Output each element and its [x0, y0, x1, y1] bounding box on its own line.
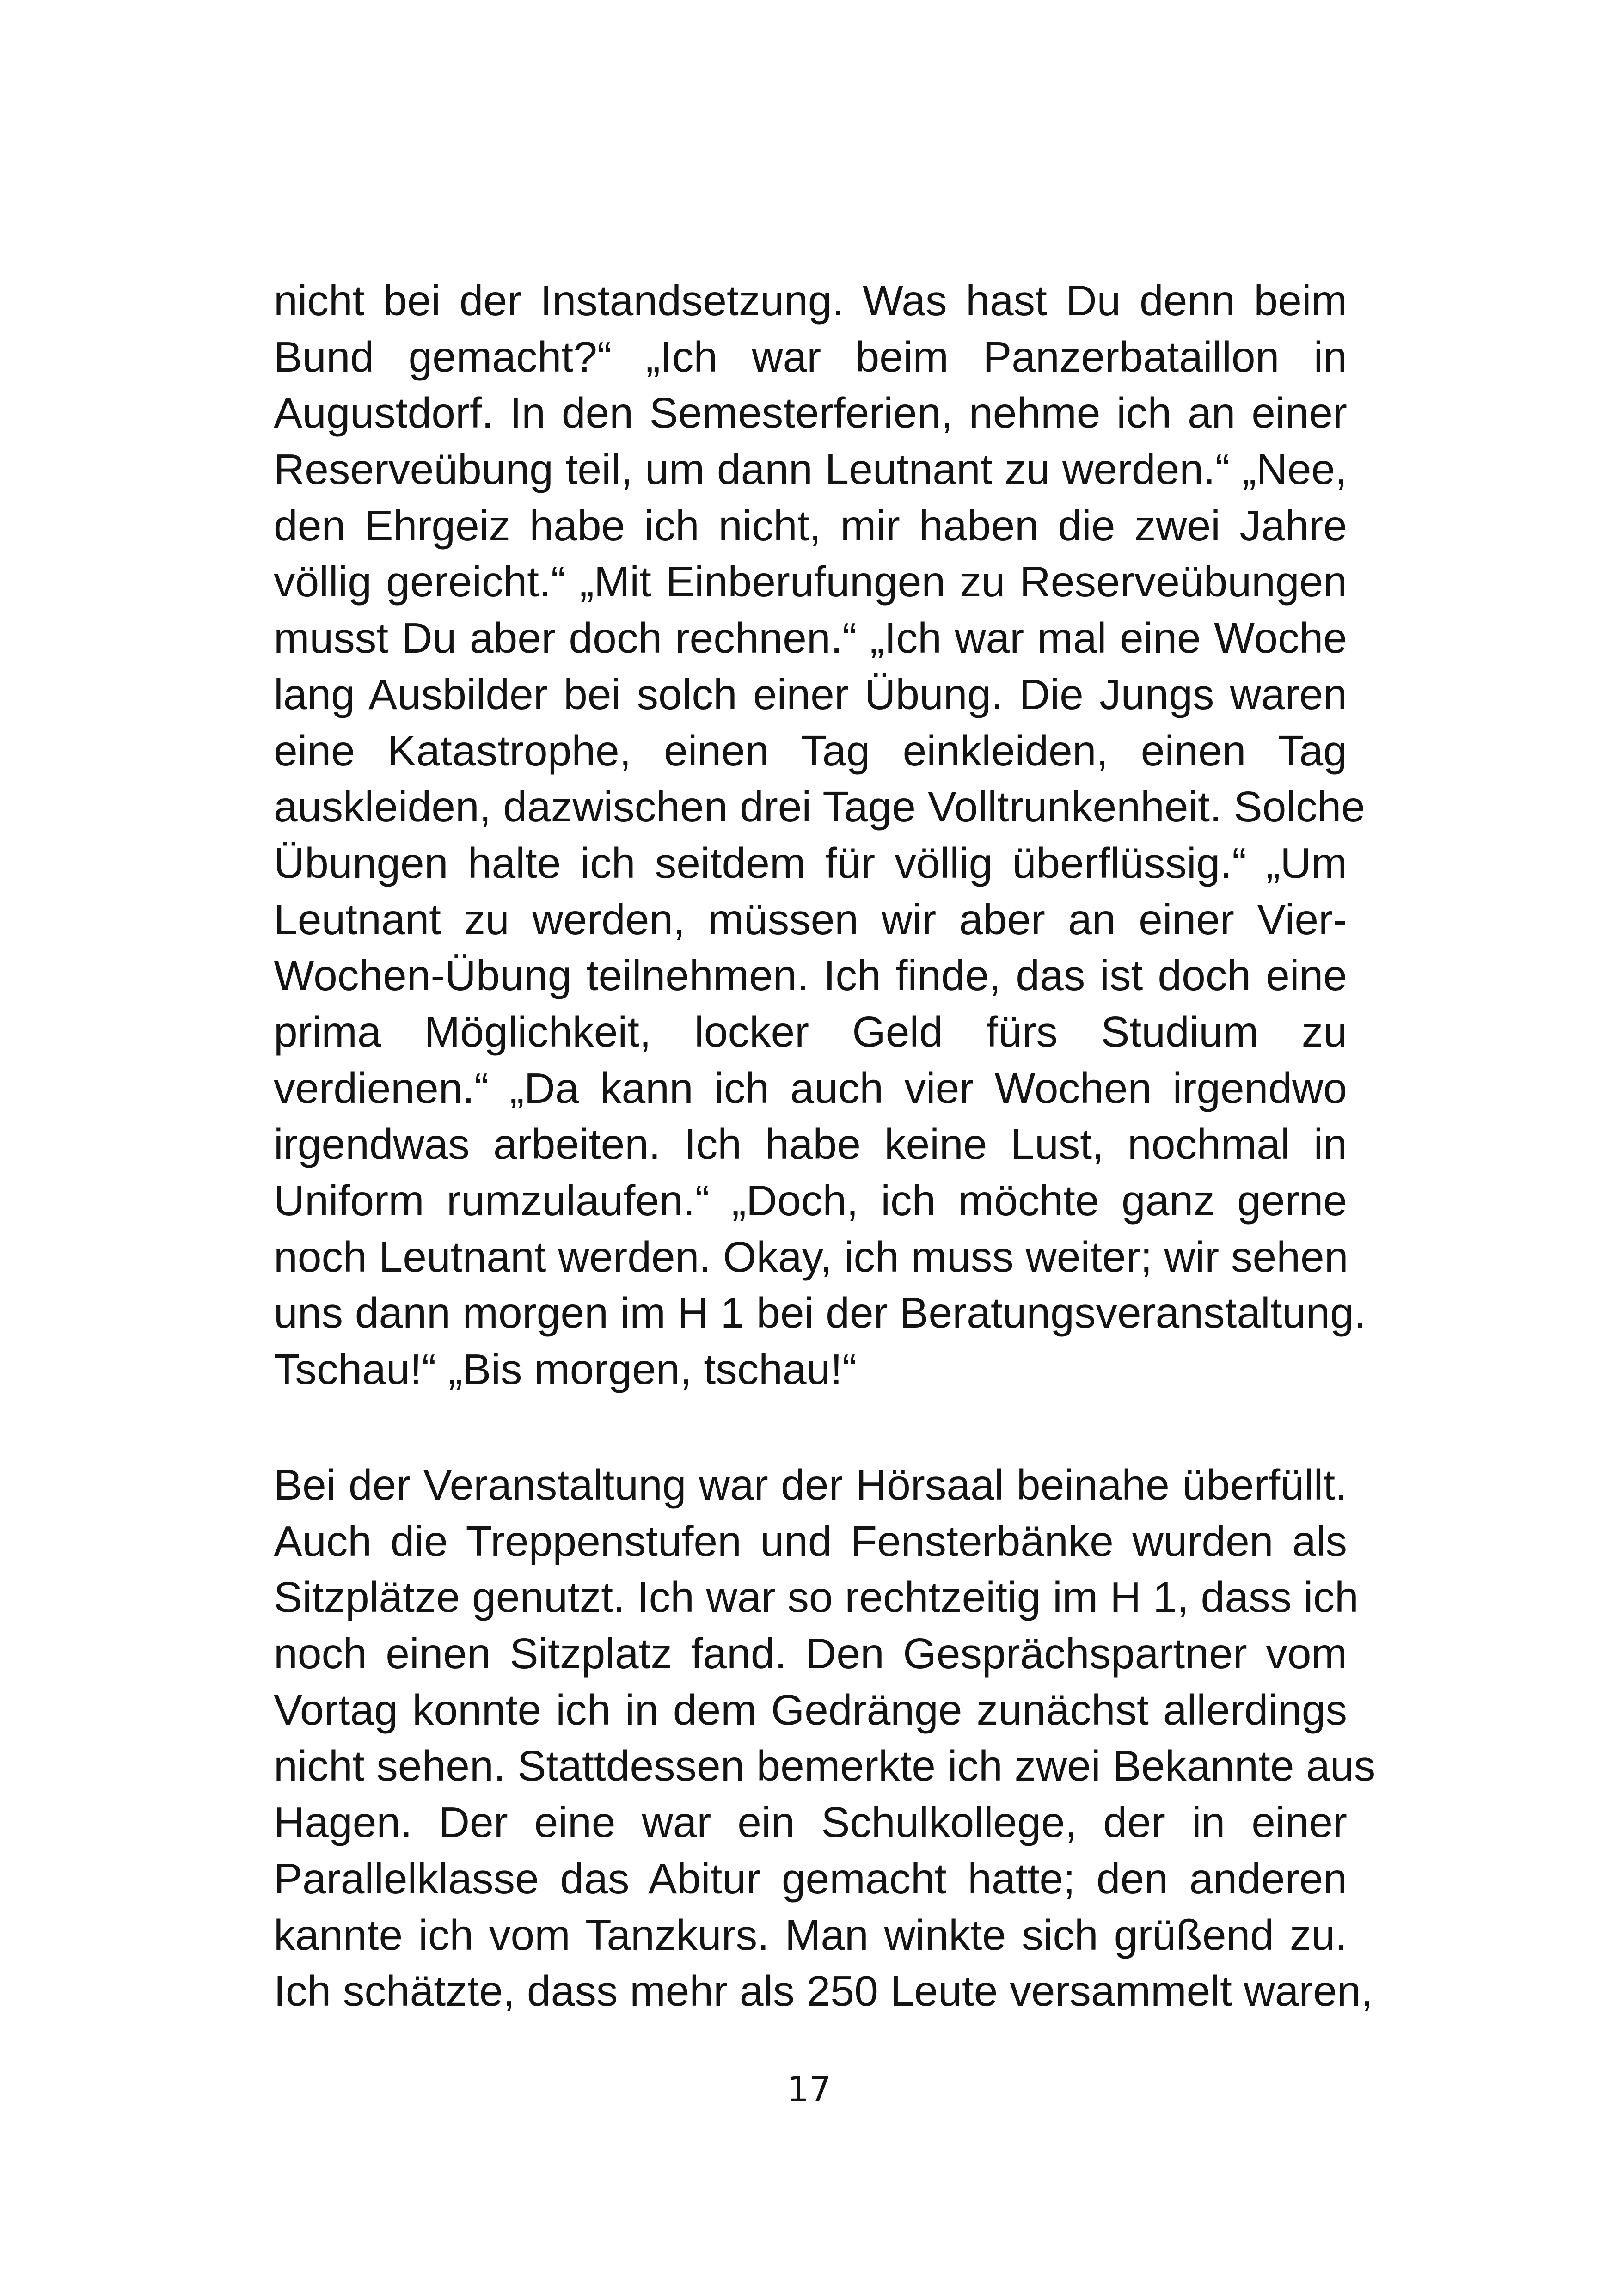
text-line: kannte ich vom Tanzkurs. Man winkte sich grüßend zu.: [274, 1910, 1347, 1959]
text-line: noch einen Sitzplatz fand. Den Gesprächspartner vom: [274, 1629, 1347, 1678]
text-line: prima Möglichkeit, locker Geld fürs Studium zu: [274, 1007, 1347, 1056]
text-line: auskleiden, dazwischen drei Tage Volltrunkenheit. Solche: [274, 783, 1365, 831]
text-line: nicht sehen. Stattdessen bemerkte ich zwei Bekannte aus: [274, 1742, 1376, 1790]
text-line: Bund gemacht?“ „Ich war beim Panzerbataillon in: [274, 332, 1347, 381]
text-line: Reserveübung teil, um dann Leutnant zu werden.“ „Nee,: [274, 445, 1347, 494]
text-line: Sitzplätze genutzt. Ich war so rechtzeitig im H 1, dass ich: [274, 1573, 1359, 1622]
text-line: verdienen.“ „Da kann ich auch vier Wochen irgendwo: [274, 1064, 1347, 1112]
text-line: uns dann morgen im H 1 bei der Beratungsveranstaltung.: [274, 1289, 1366, 1337]
paragraph-2: [274, 1457, 1376, 2020]
text-line: noch Leutnant werden. Okay, ich muss weiter; wir sehen: [274, 1232, 1348, 1281]
text-line: Wochen-Übung teilnehmen. Ich finde, das ist doch eine: [274, 951, 1347, 1000]
text-line: Übungen halte ich seitdem für völlig überflüssig.“ „Um: [274, 839, 1347, 887]
text-line: musst Du aber doch rechnen.“ „Ich war mal eine Woche: [274, 614, 1347, 662]
text-line: Uniform rumzulaufen.“ „Doch, ich möchte ganz gerne: [274, 1176, 1347, 1225]
page-number: 17: [786, 2069, 832, 2110]
text-line: Leutnant zu werden, müssen wir aber an einer Vier-: [274, 895, 1347, 943]
text-line: Bei der Veranstaltung war der Hörsaal beinahe überfüllt.: [274, 1461, 1347, 1509]
text-line: Tschau!“ „Bis morgen, tschau!“: [274, 1345, 857, 1394]
text-line: Ich schätzte, dass mehr als 250 Leute versammelt waren,: [274, 1967, 1373, 2015]
text-line: völlig gereicht.“ „Mit Einberufungen zu Reserveübungen: [274, 557, 1347, 606]
text-line: Auch die Treppenstufen und Fensterbänke wurden als: [274, 1517, 1347, 1565]
text-line: Hagen. Der eine war ein Schulkollege, der in einer: [274, 1798, 1347, 1847]
text-line: eine Katastrophe, einen Tag einkleiden, einen Tag: [274, 726, 1347, 775]
paragraph-1: [274, 273, 1366, 1398]
text-line: nicht bei der Instandsetzung. Was hast Du denn beim: [274, 276, 1347, 325]
text-line: Vortag konnte ich in dem Gedränge zunächst allerdings: [274, 1685, 1347, 1734]
text-line: irgendwas arbeiten. Ich habe keine Lust, nochmal in: [274, 1120, 1347, 1169]
text-line: lang Ausbilder bei solch einer Übung. Die Jungs waren: [274, 670, 1347, 718]
text-line: Augustdorf. In den Semesterferien, nehme ich an einer: [274, 389, 1347, 437]
text-line: den Ehrgeiz habe ich nicht, mir haben die zwei Jahre: [274, 501, 1347, 550]
text-line: Parallelklasse das Abitur gemacht hatte; den anderen: [274, 1854, 1347, 1903]
